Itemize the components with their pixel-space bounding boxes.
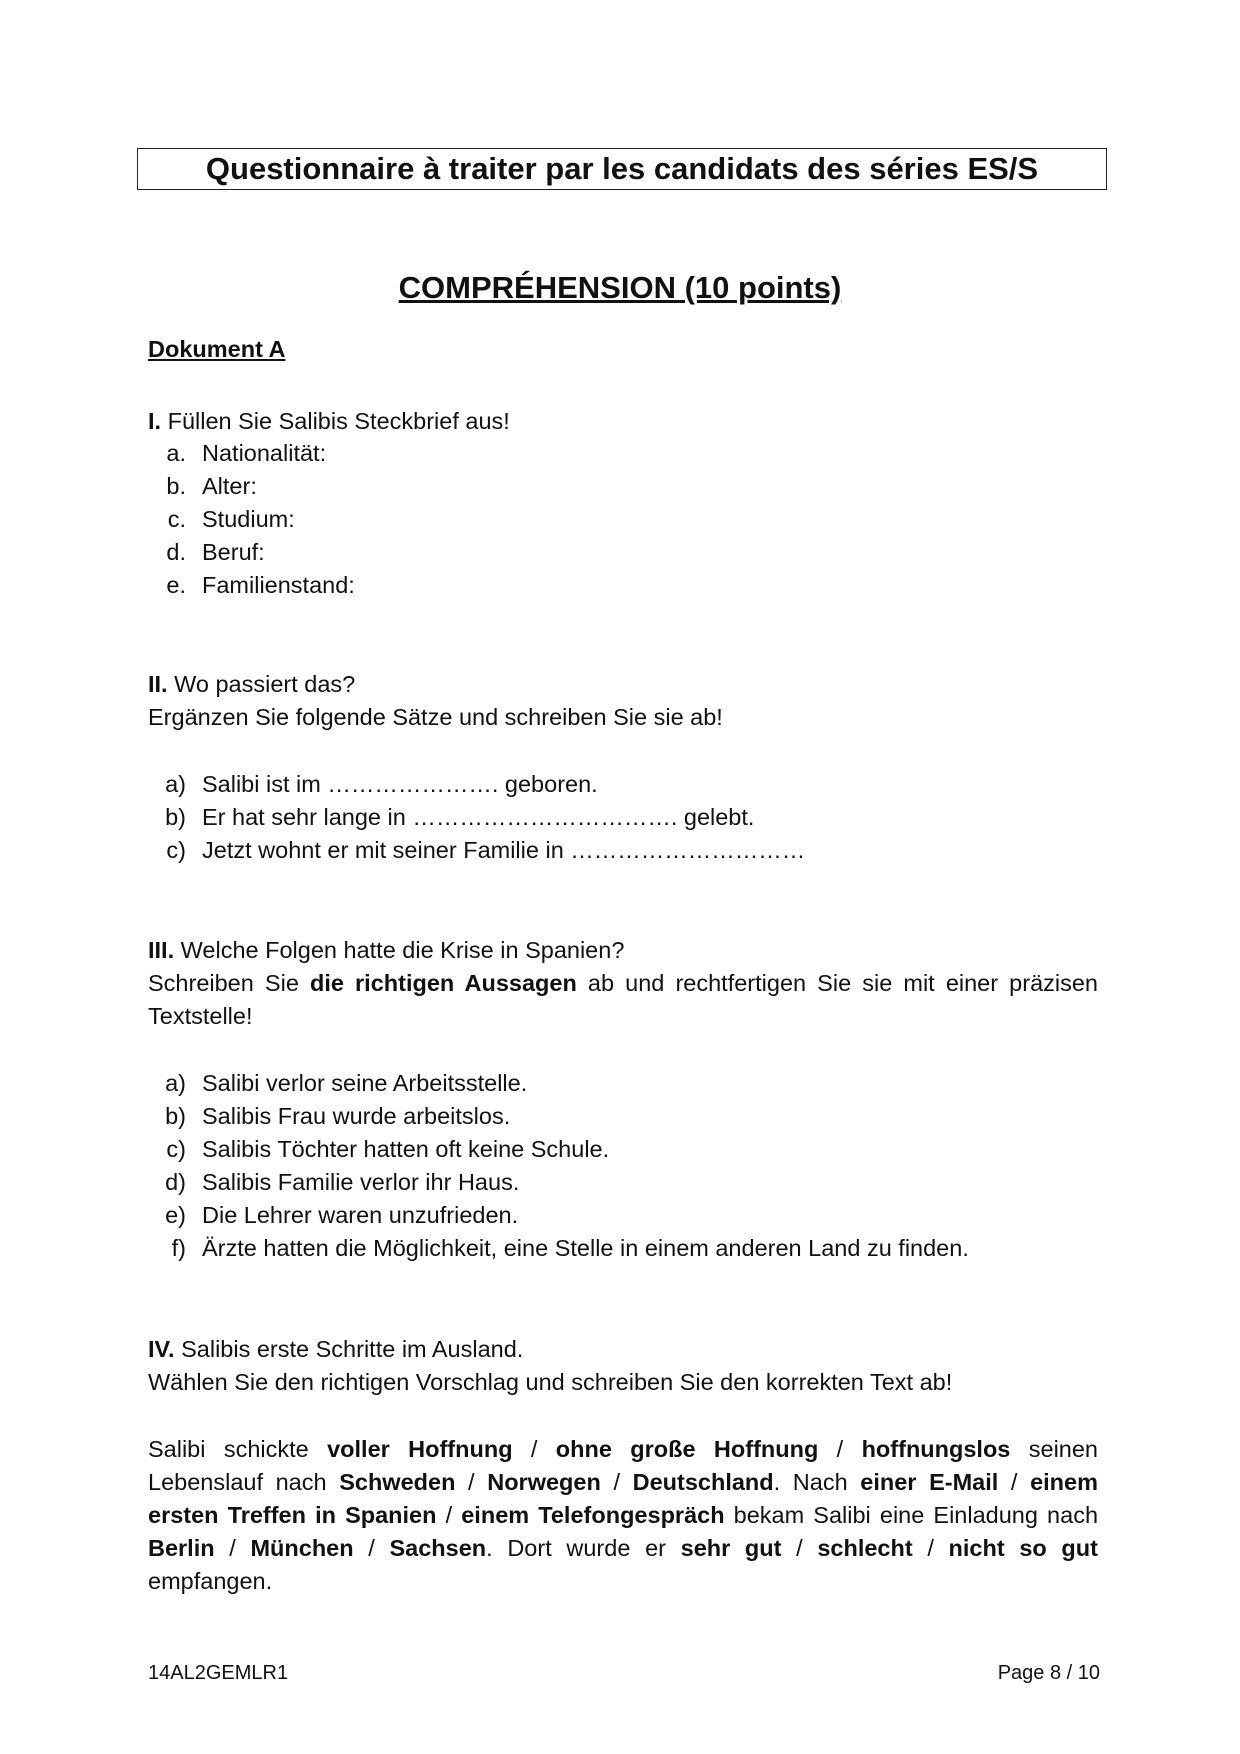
section-3-prompt	[148, 934, 1098, 1033]
section-4-prompt	[148, 1333, 1098, 1399]
section-3-instruction: Schreiben Sie die richtigen Aussagen ab und rechtfertigen Sie sie mit einer präzisen Textstelle!	[148, 970, 1098, 1029]
section-2-prompt	[148, 668, 1098, 734]
section-2-prompt-text: Wo passiert das?	[167, 671, 356, 697]
list-item: d. Beruf:	[166, 539, 265, 565]
section-4-instruction: Wählen Sie den richtigen Vorschlag und schreiben Sie den korrekten Text ab!	[148, 1369, 953, 1395]
section-4-number: IV.	[148, 1336, 175, 1362]
comprehension-heading: COMPRÉHENSION (10 points)	[398, 270, 842, 305]
section-2-number: II.	[148, 671, 168, 697]
section-1-number: I.	[148, 408, 162, 434]
list-item: b) Salibis Frau wurde arbeitslos.	[165, 1103, 511, 1129]
list-item: d) Salibis Familie verlor ihr Haus.	[165, 1169, 520, 1195]
list-item: a. Nationalität:	[166, 440, 327, 466]
section-2-instruction: Ergänzen Sie folgende Sätze und schreiben Sie sie ab!	[148, 704, 723, 730]
list-item: b) Er hat sehr lange in ……………………………. gelebt.	[165, 804, 755, 830]
footer-code: 14AL2GEMLR1	[148, 1662, 289, 1684]
section-1-prompt	[148, 405, 1098, 438]
list-item: f) Ärzte hatten die Möglichkeit, eine Stelle in einem anderen Land zu finden.	[171, 1235, 969, 1261]
section-1-prompt-text: Füllen Sie Salibis Steckbrief aus!	[161, 408, 510, 434]
section-4-paragraph: Salibi schickte voller Hoffnung / ohne große Hoffnung / hoffnungslos seinen Lebenslauf nach Schweden / Norwegen / Deutschland. Nach einer E-Mail / einem ersten Treffen in Spanien / einem Telefongespräch bekam Salibi eine Einladung nach Berlin / München / Sachsen. Dort wurde er sehr gut / schlecht / nicht so gut empfangen.	[148, 1436, 1099, 1594]
list-item: e) Die Lehrer waren unzufrieden.	[165, 1202, 519, 1228]
list-item: c. Studium:	[167, 506, 295, 532]
list-item: a) Salibi ist im …………………. geboren.	[165, 771, 598, 797]
list-item: e. Familienstand:	[166, 572, 355, 598]
list-item: c) Salibis Töchter hatten oft keine Schule.	[166, 1136, 610, 1162]
footer-page-number: Page 8 / 10	[997, 1662, 1100, 1684]
document-label: Dokument A	[148, 336, 286, 362]
questionnaire-title-box	[137, 148, 1107, 190]
section-4-prompt-text: Salibis erste Schritte im Ausland.	[174, 1336, 524, 1362]
questionnaire-title: Questionnaire à traiter par les candidats des séries ES/S	[205, 151, 1039, 186]
section-2-list	[148, 768, 805, 867]
section-3-prompt-text: Welche Folgen hatte die Krise in Spanien?	[174, 937, 625, 963]
list-item: a) Salibi verlor seine Arbeitsstelle.	[165, 1070, 528, 1096]
list-item: b. Alter:	[166, 473, 257, 499]
section-3-number: III.	[148, 937, 175, 963]
list-item: c) Jetzt wohnt er mit seiner Familie in …………………………	[166, 837, 806, 863]
section-3-list	[148, 1067, 969, 1265]
section-1-list	[148, 437, 355, 602]
